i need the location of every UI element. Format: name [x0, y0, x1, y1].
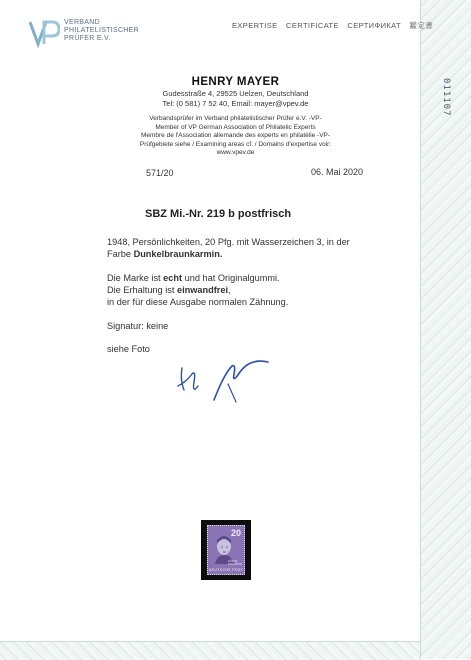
description-line-1: 1948, Persönlichkeiten, 20 Pfg. mit Wasserzeichen 3, in der [107, 237, 350, 247]
color-name: Dunkelbraunkarmin. [133, 249, 223, 259]
expert-contact: Tel: (0 581) 7 52 40, Email: mayer@vpev.de [162, 99, 309, 108]
certificate-date: 06. Mai 2020 [311, 167, 364, 177]
expert-name: HENRY MAYER [191, 76, 280, 88]
organization-line-1: VERBAND [64, 19, 100, 26]
title-ja: 鑑定書 [409, 21, 434, 30]
findings-line-3: in der für diese Ausgabe normalen Zähnung. [107, 297, 289, 307]
title-en: CERTIFICATE [286, 21, 339, 30]
certificate-number: 571/20 [146, 168, 174, 178]
stamp-photo [201, 520, 251, 580]
organization-line-2: PHILATELISTISCHER [64, 27, 139, 34]
expert-address: Gudesstraße 4, 29525 Uelzen, Deutschland [162, 89, 309, 98]
security-border-bottom [0, 641, 420, 660]
stamp-subject: SBZ Mi.-Nr. 219 b postfrisch [145, 208, 292, 220]
findings-2-prefix: Die Erhaltung ist [107, 285, 177, 295]
genuine-label: echt [163, 273, 183, 283]
membership-block [0, 115, 471, 158]
stamp-portrait-name: KÄTHE KOLLWITZ [228, 559, 242, 566]
findings-line-1 [107, 272, 280, 284]
organization-line-3: PRÜFER E.V. [64, 35, 111, 42]
certificate-titles [232, 20, 439, 31]
expert-address-block [0, 89, 471, 109]
vp-logo-icon [28, 18, 60, 48]
membership-line-1: Verbandsprüfer im Verband philatelistischer Prüfer e.V. -VP- [149, 115, 322, 122]
stamp-caption: DEUTSCHE POST [208, 568, 244, 572]
condition-label: einwandfrei [176, 285, 229, 295]
organization-name [64, 19, 139, 43]
title-de: EXPERTISE [232, 21, 278, 30]
description-prefix: Farbe [107, 249, 134, 259]
membership-line-3: Membre de l'Association allemande des experts en philatélie -VP- [140, 132, 331, 140]
findings-2-suffix: , [228, 285, 231, 295]
findings-1-suffix: und hat Originalgummi. [182, 273, 280, 283]
membership-line-5: www.vpev.de [216, 149, 255, 157]
photo-note: siehe Foto [107, 344, 150, 354]
serial-number: 011107 [441, 78, 451, 117]
postage-stamp [207, 525, 245, 575]
membership-line-4: Prüfgebiete siehe / Examining areas cf. / Domains d'expertise voir: [139, 140, 332, 148]
title-ru: СЕРТИФИКАТ [347, 21, 401, 30]
stamp-value: 20 [230, 528, 241, 538]
handwritten-signature-icon [170, 352, 300, 407]
findings-1-prefix: Die Marke ist [107, 273, 164, 283]
description-line-2 [107, 248, 222, 260]
signature-note: Signatur: keine [107, 321, 169, 331]
membership-line-2: Member of VP German Association of Philatelic Experts [155, 123, 316, 131]
findings-line-2 [107, 284, 231, 296]
